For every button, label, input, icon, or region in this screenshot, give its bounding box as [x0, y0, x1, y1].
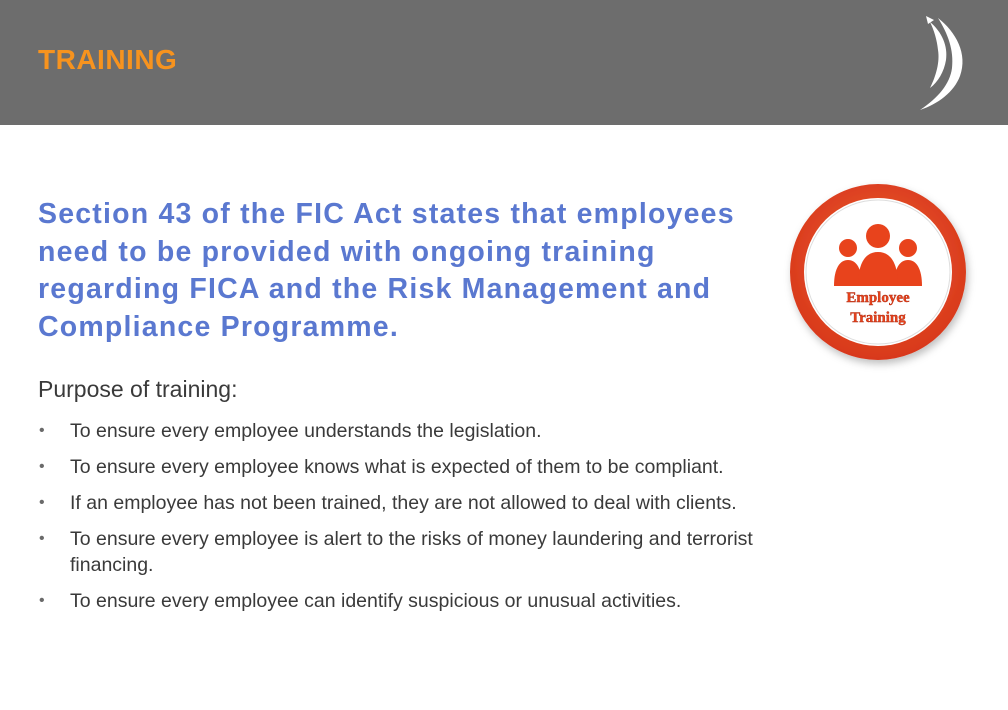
- header-bar: [0, 0, 1008, 125]
- headline: Section 43 of the FIC Act states that employees need to be provided with ongoing training regarding FICA and the Risk Management and Compliance Programme.: [38, 198, 735, 343]
- page-title: TRAINING: [38, 44, 178, 75]
- list-item-text: To ensure every employee is alert to the risks of money laundering and terrorist financing.: [70, 528, 753, 576]
- badge-line1: Employee: [846, 290, 910, 306]
- purpose-list: [38, 418, 758, 624]
- list-item-text: To ensure every employee knows what is expected of them to be compliant.: [70, 456, 724, 478]
- badge-line2: Training: [850, 310, 906, 326]
- bullet-icon: •: [39, 592, 45, 609]
- bullet-icon: •: [39, 458, 45, 475]
- bullet-icon: •: [39, 530, 45, 547]
- list-item: [38, 418, 758, 444]
- list-item: [38, 454, 758, 480]
- bullet-icon: •: [39, 494, 45, 511]
- swoosh-logo-icon: [908, 10, 972, 114]
- list-item: [38, 526, 758, 578]
- bullet-icon: •: [39, 422, 45, 439]
- list-item-text: To ensure every employee can identify suspicious or unusual activities.: [70, 590, 682, 612]
- list-item: [38, 588, 758, 614]
- purpose-heading: Purpose of training:: [38, 376, 238, 402]
- list-item-text: To ensure every employee understands the legislation.: [70, 420, 542, 442]
- list-item-text: If an employee has not been trained, they are not allowed to deal with clients.: [70, 492, 737, 514]
- employee-training-badge: [782, 178, 978, 374]
- list-item: [38, 490, 758, 516]
